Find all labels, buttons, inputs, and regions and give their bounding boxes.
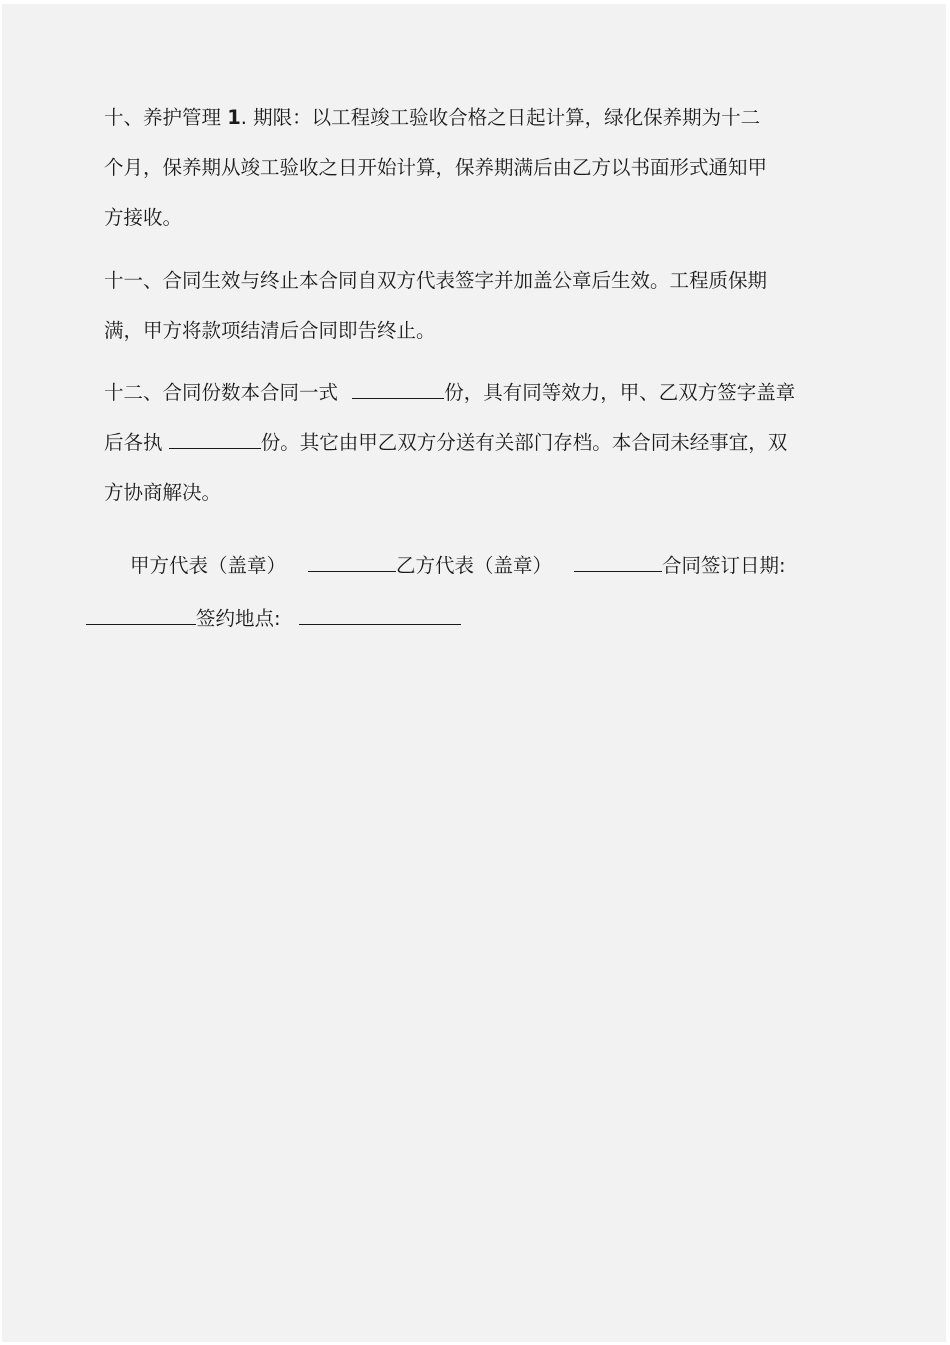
section-12-text: 份，具有同等效力，甲、乙双方签字盖章: [444, 381, 796, 404]
section-12-text-2: 份。其它由甲乙双方分送有关部门存档。本合同未经事宜，双: [260, 431, 788, 454]
sign-place-label: 签约地点:: [196, 607, 281, 630]
sign-date-label: 合同签订日期:: [662, 554, 786, 577]
party-b-label: 乙方代表（盖章）: [396, 554, 553, 577]
each-hold-text: 后各执: [104, 431, 169, 454]
party-a-label: 甲方代表（盖章）: [130, 554, 287, 577]
section-10-line-2: 个月，保养期从竣工验收之日开始计算，保养期满后由乙方以书面形式通知甲: [104, 156, 768, 179]
sign-date-blank[interactable]: [86, 606, 196, 625]
item-number: 1: [227, 106, 241, 129]
signature-line-2: [86, 606, 461, 632]
party-a-blank[interactable]: [308, 553, 396, 572]
each-hold-blank[interactable]: [169, 430, 261, 449]
section-11-line-2: 满，甲方将款项结清后合同即告终止。: [104, 319, 436, 342]
section-12-line-1: [104, 380, 795, 406]
signature-line-1: [130, 553, 786, 579]
sign-place-blank[interactable]: [299, 606, 461, 625]
party-b-blank[interactable]: [574, 553, 662, 572]
section-12-line-2: [104, 430, 787, 456]
section-11-line-1: 十一、合同生效与终止本合同自双方代表签字并加盖公章后生效。工程质保期: [104, 269, 768, 292]
section-10-line-1: [104, 105, 760, 131]
section-10-text: . 期限：以工程竣工验收合格之日起计算，绿化保养期为十二: [240, 106, 761, 129]
section-10-heading: 十、养护管理: [104, 106, 228, 129]
section-12-line-3: 方协商解决。: [104, 481, 222, 504]
section-12-heading: 十二、合同份数本合同一式: [104, 381, 345, 404]
copies-count-blank[interactable]: [352, 380, 444, 399]
section-10-line-3: 方接收。: [104, 206, 183, 229]
